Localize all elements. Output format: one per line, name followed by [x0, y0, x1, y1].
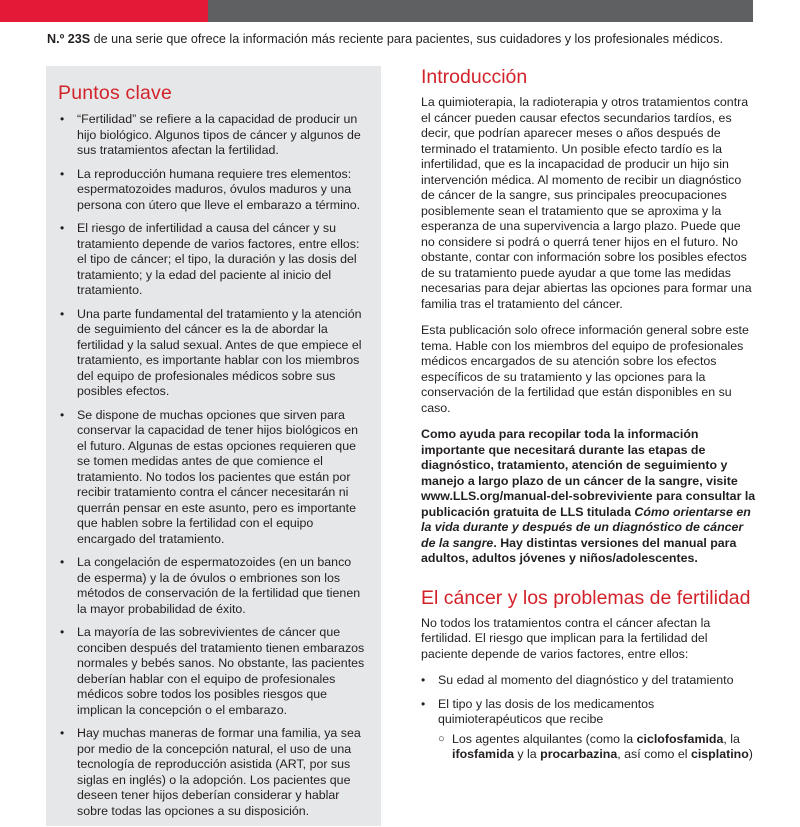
header-band-gray: [208, 0, 753, 22]
key-points-title: Puntos clave: [58, 82, 173, 104]
intro-title: Introducción: [421, 66, 528, 88]
intro-paragraph-3: Como ayuda para recopilar toda la información importante que necesitará durante las etapas de diagnóstico, tratamiento, atención de seguimiento y manejo a largo plazo de un cáncer de la sangre, visite www.LLS.org/manual-del-sobreviviente para consultar la publicación gratuita de LLS titulada Cómo orientarse en la vida durante y después de un diagnóstico de cáncer de la sangre. Hay distintas versiones del manual para adultos, adultos jóvenes y niños/adolescentes.: [421, 427, 756, 565]
series-number: N.º 23S: [47, 32, 91, 46]
sub-list: [438, 732, 756, 763]
intro-paragraph-1: La quimioterapia, la radioterapia y otros tratamientos contra el cáncer pueden causar efectos secundarios tardíos, es decir, que podrían aparecer meses o años después de terminado el tratamiento. Un posible efecto tardío es la infertilidad, que es la incapacidad de producir un hijo sin intervención médica. Al momento de recibir un diagnóstico de cáncer de la sangre, sus principales preocupaciones posiblemente sean el tratamiento que se aproxima y la esperanza de una supervivencia a largo plazo. Puede que no considere si podrá o querrá tener hijos en el futuro. No obstante, contar con información sobre los posibles efectos de su tratamiento puede ayudar a que tome las medidas necesarias para dejar abiertas las opciones para formar una familia tras el tratamiento del cáncer.: [421, 95, 752, 311]
list-item: • Se dispone de muchas opciones que sirven para conservar la capacidad de tener hijos biológicos en el futuro. Algunas de estas opciones requieren que se tomen medidas antes de que comience el tratamiento. No todos los pacientes que están por recibir tratamiento contra el cáncer necesitarán ni querrán pensar en este asunto, pero es importante que hablen sobre la fertilidad con el equipo encargado del tratamiento.: [60, 407, 359, 546]
intro-paragraph-2: Esta publicación solo ofrece información general sobre este tema. Hable con los miembros del equipo de profesionales médicos encargados de su atención sobre los efectos específicos de su tratamiento y las opciones para la conservación de la fertilidad que están disponibles en su caso.: [421, 323, 749, 415]
list-item: • Su edad al momento del diagnóstico y del tratamiento: [421, 673, 734, 687]
list-item: • “Fertilidad” se refiere a la capacidad de producir un hijo biológico. Algunos tipos de cáncer y algunos de sus tratamientos afectan la fertilidad.: [60, 112, 361, 157]
series-text: de una serie que ofrece la información más reciente para pacientes, sus cuidadores y los profesionales médicos.: [90, 32, 723, 46]
fertility-section-title: El cáncer y los problemas de fertilidad: [421, 586, 751, 609]
bullet-icon: •: [60, 726, 65, 740]
fertility-paragraph-1: No todos los tratamientos contra el cáncer afectan la fertilidad. El riesgo que implican para la fertilidad del paciente depende de varios factores, entre ellos:: [421, 615, 711, 661]
list-item: • La mayoría de las sobrevivientes de cáncer que conciben después del tratamiento tienen embarazos normales y bebés sanos. No obstante, las pacientes deberían hablar con el equipo de profesionales médicos sobre todos los posibles riesgos que implican la concepción o el embarazo.: [60, 625, 365, 717]
series-line: [47, 31, 767, 47]
list-item: • El riesgo de infertilidad a causa del cáncer y su tratamiento depende de varios factores, entre ellos: el tipo de cáncer; el tipo, la duración y las dosis del tratamiento; y la edad del paciente al inicio del tratamiento.: [60, 221, 360, 297]
circle-bullet-icon: ○: [438, 732, 445, 745]
list-item: • La congelación de espermatozoides (en un banco de esperma) y la de óvulos o embriones son los métodos de conservación de la fertilidad que tienen la mayor probabilidad de éxito.: [60, 555, 361, 616]
sub-list-item: ○ Los agentes alquilantes (como la ciclofosfamida, la ifosfamida y la procarbazina, así como el cisplatino): [438, 731, 753, 761]
list-item: • Una parte fundamental del tratamiento y la atención de seguimiento del cáncer es la de abordar la fertilidad y la salud sexual. Antes de que empiece el tratamiento, es importante hablar con los miembros del equipo de profesionales médicos sobre sus posibles efectos.: [60, 306, 362, 398]
main-column: [421, 66, 756, 771]
factor-list: [421, 673, 756, 763]
bullet-icon: •: [60, 221, 65, 235]
bullet-icon: •: [60, 407, 65, 422]
list-item: • El tipo y las dosis de los medicamentos quimioterapéuticos que recibe ○ Los agentes alquilantes (como la ciclofosfamida, la ifosfamida y la procarbazina, así como el cisplatino): [421, 697, 756, 763]
manual-title: Cómo orientarse en la vida durante y después de un diagnóstico de cáncer de la sangre: [421, 504, 751, 550]
key-points-sidebar: [46, 66, 381, 826]
header-band-red: [0, 0, 208, 22]
bullet-icon: •: [60, 625, 65, 639]
key-points-list: [58, 112, 366, 827]
bullet-icon: •: [60, 112, 65, 126]
bullet-icon: •: [60, 166, 65, 181]
bullet-icon: •: [60, 555, 65, 569]
list-item: • Hay muchas maneras de formar una familia, ya sea por medio de la concepción natural, el uso de una tecnología de reproducción asistida (ART, por sus siglas en inglés) o la adopción. Los pacientes que deseen tener hijos deberían considerar y hablar sobre todas las opciones a su disposición.: [60, 726, 361, 818]
bullet-icon: •: [421, 696, 426, 711]
list-item: • La reproducción humana requiere tres elementos: espermatozoides maduros, óvulos maduros y una persona con útero que lleve el embarazo a término.: [60, 166, 361, 212]
bullet-icon: •: [60, 306, 65, 321]
bullet-icon: •: [421, 673, 426, 687]
